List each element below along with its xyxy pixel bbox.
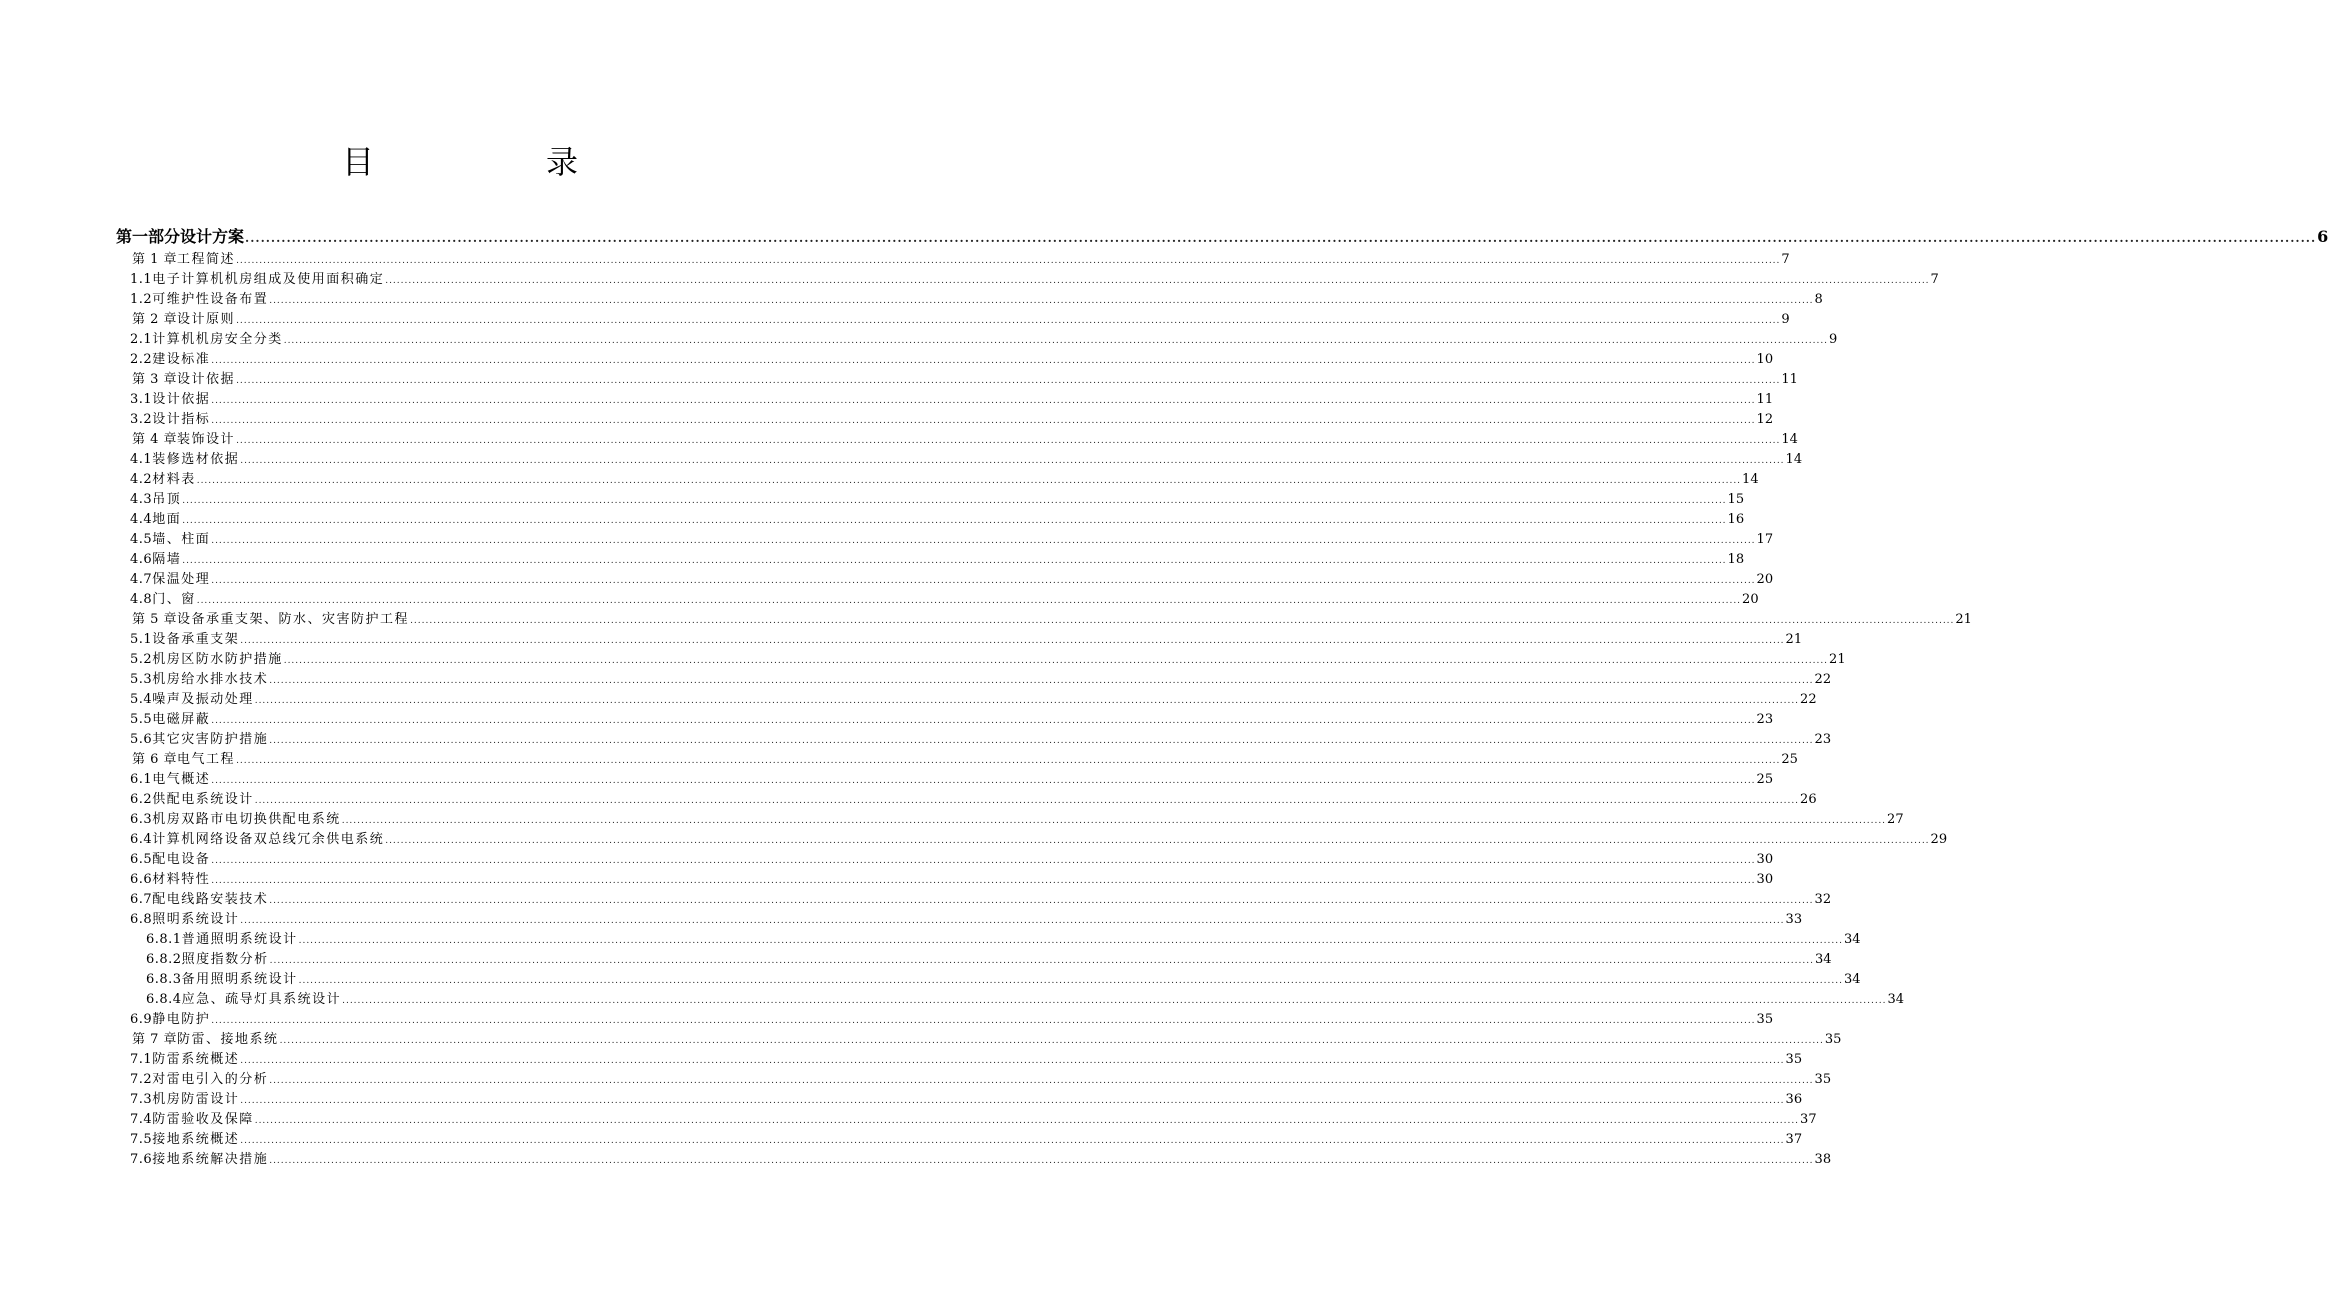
toc-entry-number: 5.5 (130, 712, 153, 727)
toc-entry-number: 4.3 (130, 492, 153, 507)
toc-entry-title: 普通照明系统设计 (181, 932, 298, 947)
toc-entry-number: 6.8.1 (146, 932, 182, 947)
toc-entry-title: 应急、疏导灯具系统设计 (181, 992, 342, 1007)
toc-entry-title: 备用照明系统设计 (181, 972, 298, 987)
toc-entry-title: 吊顶 (152, 492, 182, 507)
toc-entry-page: 35 (1824, 1032, 1842, 1047)
toc-entry-page: 21 (1829, 652, 1846, 667)
toc-entry-page: 37 (1785, 1132, 1803, 1147)
toc-entry-title: 隔墙 (152, 552, 182, 567)
toc-entry-title: 计算机网络设备双总线冗余供电系统 (152, 832, 385, 847)
toc-entry[interactable] (116, 510, 1745, 530)
toc-entry-title: 供配电系统设计 (152, 792, 254, 807)
dot-leader: ................................................................................................................................................................................................................................................................................................................................................................................................................ (269, 1156, 1814, 1166)
dot-leader: ................................................................................................................................................................................................................................................................................................................................................................................................................ (254, 1116, 1800, 1126)
toc-entry[interactable] (116, 570, 1774, 590)
toc-entry-title: 设计依据 (152, 392, 211, 407)
toc-entry[interactable] (116, 970, 1861, 990)
dot-leader: ................................................................................................................................................................................................................................................................................................................................................................................................................ (236, 316, 1781, 326)
toc-entry-number: 4.6 (130, 552, 153, 567)
toc-entry-title: 静电防护 (152, 1012, 211, 1027)
dot-leader: ................................................................................................................................................................................................................................................................................................................................................................................................................ (182, 516, 1727, 526)
toc-entry-number: 7.4 (130, 1112, 153, 1127)
toc-entry[interactable] (116, 770, 1774, 790)
toc-entry-page: 25 (1756, 772, 1774, 787)
toc-entry[interactable] (116, 870, 1774, 890)
toc-entry-page: 20 (1756, 572, 1774, 587)
toc-entry[interactable] (116, 910, 1803, 930)
toc-entry[interactable] (116, 650, 1846, 670)
dot-leader: ................................................................................................................................................................................................................................................................................................................................................................................................................ (240, 636, 1785, 646)
toc-entry[interactable] (116, 810, 1904, 830)
toc-entry[interactable] (116, 430, 1798, 450)
toc-entry-page: 30 (1756, 872, 1774, 887)
toc-entry-title: 照明系统设计 (152, 912, 240, 927)
toc-entry-title: 设计原则 (177, 312, 236, 327)
toc-entry-page: 18 (1727, 552, 1745, 567)
toc-entry-page: 37 (1800, 1112, 1817, 1127)
toc-entry-title: 机房区防水防护措施 (152, 652, 283, 667)
toc-entry[interactable] (116, 450, 1803, 470)
toc-entry-number: 6.2 (130, 792, 153, 807)
toc-entry-number: 1.1 (130, 272, 153, 287)
toc-entry[interactable] (116, 1130, 1803, 1150)
dot-leader: ................................................................................................................................................................................................................................................................................................................................................................................................................ (211, 536, 1756, 546)
page-title: 目 录 (341, 143, 648, 181)
toc-entry-page: 14 (1742, 472, 1759, 487)
dot-leader: ................................................................................................................................................................................................................................................................................................................................................................................................................ (196, 476, 1742, 486)
toc-entry-page: 22 (1814, 672, 1832, 687)
toc-entry-number: 6.4 (130, 832, 153, 847)
dot-leader: ................................................................................................................................................................................................................................................................................................................................................................................................................ (283, 656, 1829, 666)
toc-entry-page: 34 (1814, 952, 1832, 967)
toc-entry-title: 接地系统解决措施 (152, 1152, 269, 1167)
toc-entry[interactable] (116, 470, 1759, 490)
dot-leader: ................................................................................................................................................................................................................................................................................................................................................................................................................ (240, 1096, 1785, 1106)
toc-entry-page: 7 (1781, 252, 1790, 267)
toc-entry[interactable] (116, 270, 1939, 290)
toc-entry-page: 35 (1785, 1052, 1803, 1067)
toc-entry-title: 接地系统概述 (152, 1132, 240, 1147)
toc-entry-number: 4.2 (130, 472, 153, 487)
toc-entry[interactable] (116, 530, 1774, 550)
toc-entry[interactable] (116, 1010, 1774, 1030)
toc-entry-number: 5.6 (130, 732, 153, 747)
toc-entry-title: 防雷验收及保障 (152, 1112, 254, 1127)
toc-entry-number: 4.5 (130, 532, 153, 547)
toc-entry-number: 第一部分 (116, 227, 181, 246)
toc-entry-page: 6 (2317, 227, 2328, 246)
toc-entry[interactable] (116, 750, 1798, 770)
toc-entry[interactable] (116, 1150, 1832, 1170)
toc-entry-page: 34 (1887, 992, 1904, 1007)
dot-leader: ................................................................................................................................................................................................................................................................................................................................................................................................................ (298, 976, 1843, 986)
toc-entry-title: 机房给水排水技术 (152, 672, 269, 687)
toc-entry-page: 15 (1727, 492, 1745, 507)
dot-leader: ................................................................................................................................................................................................................................................................................................................................................................................................................ (385, 836, 1930, 846)
toc-entry[interactable] (116, 1110, 1817, 1130)
toc-entry[interactable] (116, 1090, 1803, 1110)
toc-entry-page: 9 (1829, 332, 1838, 347)
dot-leader: ................................................................................................................................................................................................................................................................................................................................................................................................................ (211, 416, 1756, 426)
toc-entry[interactable] (116, 1050, 1803, 1070)
toc-entry-page: 32 (1814, 892, 1832, 907)
toc-entry-number: 6.5 (130, 852, 153, 867)
toc-entry-title: 设计依据 (177, 372, 236, 387)
dot-leader: ................................................................................................................................................................................................................................................................................................................................................................................................................ (240, 916, 1785, 926)
dot-leader: ................................................................................................................................................................................................................................................................................................................................................................................................................ (236, 756, 1781, 766)
toc-entry-number: 6.8 (130, 912, 153, 927)
toc-entry-title: 地面 (152, 512, 182, 527)
toc-entry-number: 7.6 (130, 1152, 153, 1167)
dot-leader: ................................................................................................................................................................................................................................................................................................................................................................................................................ (245, 231, 2317, 245)
toc-entry-number: 6.6 (130, 872, 153, 887)
toc-entry-title: 防雷、接地系统 (177, 1032, 279, 1047)
dot-leader: ................................................................................................................................................................................................................................................................................................................................................................................................................ (211, 356, 1756, 366)
dot-leader: ................................................................................................................................................................................................................................................................................................................................................................................................................ (410, 616, 1955, 626)
toc-entry-number: 1.2 (130, 292, 153, 307)
toc-entry-number: 7.2 (130, 1072, 153, 1087)
toc-entry-page: 8 (1814, 292, 1823, 307)
dot-leader: ................................................................................................................................................................................................................................................................................................................................................................................................................ (211, 396, 1756, 406)
toc-entry-page: 34 (1843, 972, 1861, 987)
toc-entry-number: 5.3 (130, 672, 153, 687)
toc-entry-title: 可维护性设备布置 (152, 292, 269, 307)
dot-leader: ................................................................................................................................................................................................................................................................................................................................................................................................................ (211, 776, 1756, 786)
toc-entry-page: 11 (1781, 372, 1798, 387)
toc-entry-number: 第 7 章 (132, 1032, 178, 1047)
toc-entry-page: 23 (1814, 732, 1832, 747)
dot-leader: ................................................................................................................................................................................................................................................................................................................................................................................................................ (211, 576, 1756, 586)
toc-entry-number: 4.8 (130, 592, 153, 607)
dot-leader: ................................................................................................................................................................................................................................................................................................................................................................................................................ (254, 796, 1800, 806)
toc-entry-title: 照度指数分析 (181, 952, 269, 967)
dot-leader: ................................................................................................................................................................................................................................................................................................................................................................................................................ (269, 1076, 1814, 1086)
dot-leader: ................................................................................................................................................................................................................................................................................................................................................................................................................ (182, 556, 1727, 566)
toc-entry[interactable] (116, 550, 1745, 570)
toc-entry-page: 12 (1756, 412, 1774, 427)
toc-entry[interactable] (116, 630, 1803, 650)
toc-entry-number: 7.5 (130, 1132, 153, 1147)
dot-leader: ................................................................................................................................................................................................................................................................................................................................................................................................................ (341, 816, 1887, 826)
toc-entry-title: 设计方案 (180, 227, 245, 246)
toc-entry-page: 20 (1742, 592, 1759, 607)
toc-entry-number: 4.4 (130, 512, 153, 527)
dot-leader: ................................................................................................................................................................................................................................................................................................................................................................................................................ (211, 716, 1756, 726)
toc-entry-title: 配电线路安装技术 (152, 892, 269, 907)
table-of-contents (116, 224, 2328, 1170)
toc-entry[interactable] (116, 610, 1972, 630)
toc-entry-number: 第 3 章 (132, 372, 178, 387)
toc-entry[interactable] (116, 890, 1832, 910)
dot-leader: ................................................................................................................................................................................................................................................................................................................................................................................................................ (236, 256, 1781, 266)
toc-entry-number: 3.2 (130, 412, 153, 427)
toc-entry-page: 33 (1785, 912, 1803, 927)
toc-entry-title: 计算机机房安全分类 (152, 332, 283, 347)
dot-leader: ................................................................................................................................................................................................................................................................................................................................................................................................................ (211, 856, 1756, 866)
toc-entry[interactable] (116, 670, 1832, 690)
dot-leader: ................................................................................................................................................................................................................................................................................................................................................................................................................ (182, 496, 1727, 506)
dot-leader: ................................................................................................................................................................................................................................................................................................................................................................................................................ (342, 996, 1887, 1006)
toc-entry-number: 6.8.2 (146, 952, 182, 967)
dot-leader: ................................................................................................................................................................................................................................................................................................................................................................................................................ (269, 956, 1814, 966)
toc-entry-title: 材料特性 (152, 872, 211, 887)
toc-entry-page: 35 (1814, 1072, 1832, 1087)
toc-entry[interactable] (116, 490, 1745, 510)
toc-entry-number: 5.1 (130, 632, 153, 647)
toc-entry-title: 装修选材依据 (152, 452, 240, 467)
toc-entry[interactable] (116, 224, 2328, 250)
toc-entry[interactable] (116, 950, 1832, 970)
toc-entry-title: 设计指标 (152, 412, 211, 427)
toc-entry-title: 机房防雷设计 (152, 1092, 240, 1107)
toc-entry[interactable] (116, 990, 1904, 1010)
dot-leader: ................................................................................................................................................................................................................................................................................................................................................................................................................ (211, 1016, 1756, 1026)
toc-entry-page: 21 (1955, 612, 1972, 627)
toc-entry-title: 墙、柱面 (152, 532, 211, 547)
toc-entry-title: 设备承重支架 (152, 632, 240, 647)
toc-entry-number: 第 6 章 (132, 752, 178, 767)
toc-entry-number: 7.3 (130, 1092, 153, 1107)
toc-entry-title: 材料表 (152, 472, 196, 487)
dot-leader: ................................................................................................................................................................................................................................................................................................................................................................................................................ (385, 276, 1930, 286)
toc-entry-title: 电气工程 (177, 752, 236, 767)
toc-entry-number: 2.2 (130, 352, 153, 367)
toc-entry-page: 30 (1756, 852, 1774, 867)
toc-entry[interactable] (116, 1070, 1832, 1090)
toc-entry-number: 第 5 章 (132, 612, 178, 627)
toc-entry-title: 工程简述 (177, 252, 236, 267)
toc-entry-page: 25 (1781, 752, 1798, 767)
toc-entry-title: 建设标准 (152, 352, 211, 367)
toc-entry-number: 5.4 (130, 692, 153, 707)
toc-entry-title: 装饰设计 (177, 432, 236, 447)
toc-entry-number: 6.8.3 (146, 972, 182, 987)
toc-entry-number: 6.3 (130, 812, 153, 827)
dot-leader: ................................................................................................................................................................................................................................................................................................................................................................................................................ (240, 1056, 1785, 1066)
toc-entry-number: 第 4 章 (132, 432, 178, 447)
toc-entry-page: 26 (1800, 792, 1817, 807)
dot-leader: ................................................................................................................................................................................................................................................................................................................................................................................................................ (279, 1036, 1824, 1046)
toc-entry-title: 设备承重支架、防水、灾害防护工程 (177, 612, 410, 627)
toc-entry-number: 6.8.4 (146, 992, 182, 1007)
dot-leader: ................................................................................................................................................................................................................................................................................................................................................................................................................ (269, 676, 1814, 686)
toc-entry-page: 38 (1814, 1152, 1832, 1167)
toc-entry-page: 21 (1785, 632, 1803, 647)
dot-leader: ................................................................................................................................................................................................................................................................................................................................................................................................................ (236, 436, 1781, 446)
toc-entry-page: 17 (1756, 532, 1774, 547)
toc-entry[interactable] (116, 590, 1759, 610)
dot-leader: ................................................................................................................................................................................................................................................................................................................................................................................................................ (283, 336, 1829, 346)
toc-entry-title: 配电设备 (152, 852, 211, 867)
toc-entry[interactable] (116, 390, 1774, 410)
dot-leader: ................................................................................................................................................................................................................................................................................................................................................................................................................ (269, 296, 1814, 306)
toc-entry[interactable] (116, 290, 1823, 310)
dot-leader: ................................................................................................................................................................................................................................................................................................................................................................................................................ (269, 736, 1814, 746)
toc-entry-title: 其它灾害防护措施 (152, 732, 269, 747)
toc-entry[interactable] (116, 930, 1861, 950)
toc-entry[interactable] (116, 690, 1817, 710)
toc-entry-page: 34 (1843, 932, 1861, 947)
toc-entry-number: 7.1 (130, 1052, 153, 1067)
dot-leader: ................................................................................................................................................................................................................................................................................................................................................................................................................ (254, 696, 1800, 706)
dot-leader: ................................................................................................................................................................................................................................................................................................................................................................................................................ (196, 596, 1742, 606)
dot-leader: ................................................................................................................................................................................................................................................................................................................................................................................................................ (298, 936, 1843, 946)
toc-entry[interactable] (116, 830, 1948, 850)
toc-entry[interactable] (116, 350, 1774, 370)
toc-entry[interactable] (116, 330, 1838, 350)
toc-entry-title: 对雷电引入的分析 (152, 1072, 269, 1087)
toc-entry-page: 7 (1930, 272, 1939, 287)
dot-leader: ................................................................................................................................................................................................................................................................................................................................................................................................................ (240, 456, 1785, 466)
toc-entry-number: 2.1 (130, 332, 153, 347)
toc-entry-page: 23 (1756, 712, 1774, 727)
toc-entry-page: 11 (1756, 392, 1774, 407)
toc-entry-page: 22 (1800, 692, 1817, 707)
toc-entry[interactable] (116, 850, 1774, 870)
toc-entry-title: 防雷系统概述 (152, 1052, 240, 1067)
toc-entry-page: 10 (1756, 352, 1774, 367)
toc-entry-page: 35 (1756, 1012, 1774, 1027)
toc-entry-title: 电磁屏蔽 (152, 712, 211, 727)
dot-leader: ................................................................................................................................................................................................................................................................................................................................................................................................................ (236, 376, 1781, 386)
toc-entry[interactable] (116, 370, 1798, 390)
toc-entry-page: 36 (1785, 1092, 1803, 1107)
toc-entry-page: 14 (1785, 452, 1803, 467)
toc-entry[interactable] (116, 710, 1774, 730)
dot-leader: ................................................................................................................................................................................................................................................................................................................................................................................................................ (211, 876, 1756, 886)
toc-entry-page: 14 (1781, 432, 1798, 447)
dot-leader: ................................................................................................................................................................................................................................................................................................................................................................................................................ (240, 1136, 1785, 1146)
toc-entry-title: 噪声及振动处理 (152, 692, 254, 707)
toc-entry[interactable] (116, 310, 1790, 330)
toc-entry-number: 第 2 章 (132, 312, 178, 327)
toc-entry-title: 保温处理 (152, 572, 211, 587)
toc-entry-number: 6.9 (130, 1012, 153, 1027)
toc-entry[interactable] (116, 730, 1832, 750)
toc-entry-title: 电子计算机机房组成及使用面积确定 (152, 272, 385, 287)
toc-entry-number: 3.1 (130, 392, 153, 407)
toc-entry-title: 机房双路市电切换供配电系统 (152, 812, 341, 827)
toc-entry[interactable] (116, 250, 1790, 270)
toc-entry-number: 5.2 (130, 652, 153, 667)
toc-entry-number: 6.1 (130, 772, 153, 787)
toc-entry-number: 6.7 (130, 892, 153, 907)
toc-entry-title: 门、窗 (152, 592, 196, 607)
dot-leader: ................................................................................................................................................................................................................................................................................................................................................................................................................ (269, 896, 1814, 906)
toc-entry-number: 第 1 章 (132, 252, 178, 267)
toc-entry[interactable] (116, 410, 1774, 430)
toc-entry-number: 4.7 (130, 572, 153, 587)
toc-entry-page: 27 (1887, 812, 1904, 827)
toc-entry-page: 9 (1781, 312, 1790, 327)
toc-entry[interactable] (116, 790, 1817, 810)
toc-entry-page: 16 (1727, 512, 1745, 527)
toc-entry-number: 4.1 (130, 452, 153, 467)
toc-entry-title: 电气概述 (152, 772, 211, 787)
toc-entry[interactable] (116, 1030, 1842, 1050)
toc-entry-page: 29 (1930, 832, 1948, 847)
